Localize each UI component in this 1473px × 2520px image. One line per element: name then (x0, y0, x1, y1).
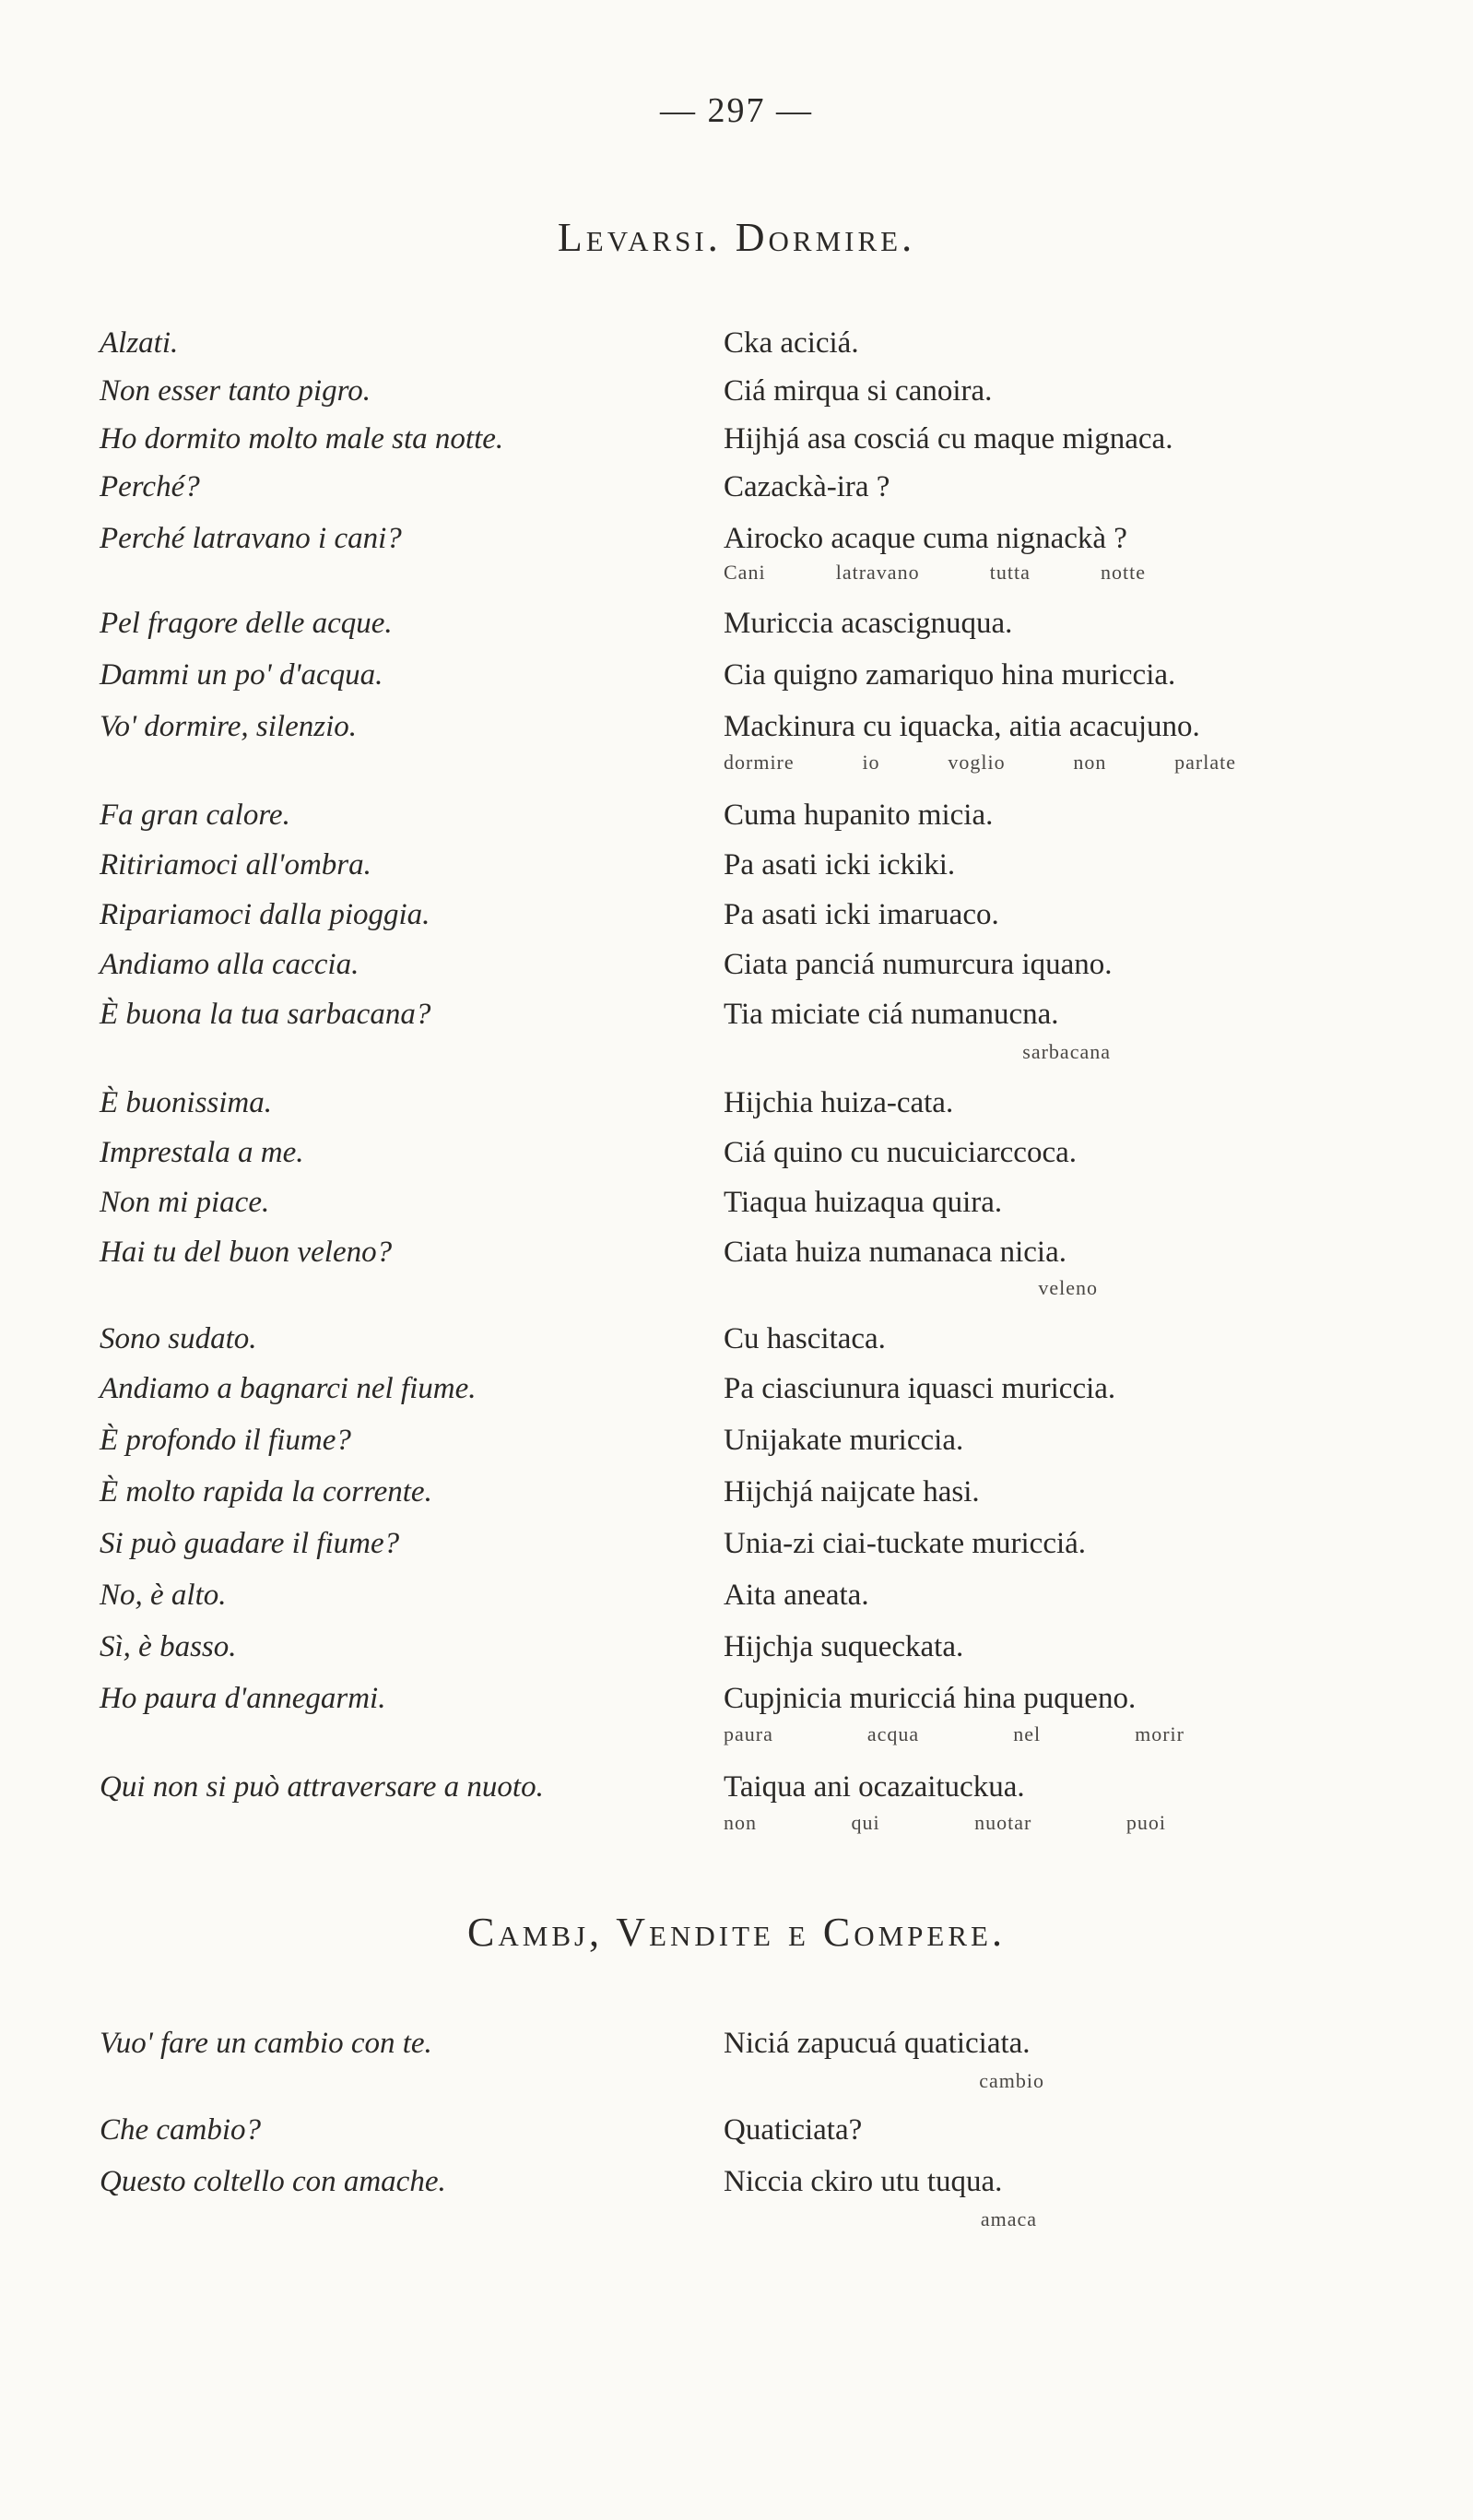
section-title-cambj-vendite-compere: Cambj, Vendite e Compere. (467, 1910, 1006, 1955)
entry-italian: Andiamo a bagnarci nel fiume. (100, 1372, 477, 1405)
entry-translation: Unijakate muriccia. (724, 1424, 964, 1457)
entry-italian: Vo' dormire, silenzio. (100, 710, 358, 743)
entry-translation: Pa asati icki ickiki. (724, 848, 956, 881)
entry-translation: Cu hascitaca. (724, 1322, 886, 1355)
gloss-word: parlate (1174, 751, 1236, 774)
entry-translation: Hijchja suqueckata. (724, 1630, 964, 1663)
entry-italian: Vuo' fare un cambio con te. (100, 2027, 432, 2060)
entry-italian: Pel fragore delle acque. (100, 607, 393, 640)
entry-italian: Si può guadare il fiume? (100, 1527, 400, 1560)
entry-gloss (724, 1813, 1166, 1833)
entry-translation: Cupjnicia muricciá hina puqueno. (724, 1682, 1137, 1715)
gloss-word: Cani (724, 561, 766, 584)
gloss-word: paura (724, 1722, 773, 1745)
gloss-word: io (862, 751, 880, 774)
entry-italian: Qui non si può attraversare a nuoto. (100, 1770, 544, 1804)
entry-italian: Andiamo alla caccia. (100, 948, 359, 981)
gloss-word: qui (851, 1811, 880, 1834)
gloss-word: morir (1135, 1722, 1184, 1745)
entry-translation: Hijchia huiza-cata. (724, 1086, 954, 1119)
gloss-word: nuotar (974, 1811, 1032, 1834)
entry-italian: Perché? (100, 470, 200, 503)
entry-translation: Airocko acaque cuma nignackà ? (724, 522, 1127, 555)
entry-gloss (724, 752, 1236, 773)
entry-gloss (724, 1724, 1184, 1745)
section-title-levarsi-dormire: Levarsi. Dormire. (557, 215, 916, 260)
entry-italian: Imprestala a me. (100, 1136, 304, 1169)
entry-translation: Hijchjá naijcate hasi. (724, 1475, 980, 1508)
entry-translation: Ciá quino cu nucuiciarccoca. (724, 1136, 1077, 1169)
entry-italian: È molto rapida la corrente. (100, 1475, 432, 1508)
entry-translation: Mackinura cu iquacka, aitia acacujuno. (724, 710, 1200, 743)
entry-translation: Muriccia acascignuqua. (724, 607, 1013, 640)
entry-italian: È buona la tua sarbacana? (100, 998, 431, 1031)
entry-italian: Hai tu del buon veleno? (100, 1236, 393, 1269)
entry-italian: È profondo il fiume? (100, 1424, 351, 1457)
entry-italian: Ritiriamoci all'ombra. (100, 848, 371, 881)
entry-italian: Non mi piace. (100, 1186, 270, 1219)
gloss-word: non (1073, 751, 1107, 774)
gloss-word: notte (1101, 561, 1146, 584)
entry-translation: Hijhjá asa cosciá cu maque mignaca. (724, 422, 1173, 455)
entry-translation: Tia miciate ciá numanucna. (724, 998, 1059, 1031)
entry-italian: Ripariamoci dalla pioggia. (100, 898, 430, 931)
entry-translation: Ciata panciá numurcura iquano. (724, 948, 1113, 981)
entry-gloss (724, 562, 1146, 583)
entry-translation: Pa ciasciunura iquasci muriccia. (724, 1372, 1116, 1405)
entry-italian: Sono sudato. (100, 1322, 257, 1355)
gloss-word: dormire (724, 751, 795, 774)
gloss-word: nel (1013, 1722, 1042, 1745)
entry-gloss: veleno (1038, 1276, 1098, 1299)
entry-translation: Cia quigno zamariquo hina muriccia. (724, 658, 1176, 692)
entry-italian: Fa gran calore. (100, 799, 290, 832)
entry-translation: Ciata huiza numanaca nicia. (724, 1236, 1066, 1269)
gloss-word: acqua (866, 1722, 920, 1745)
entry-translation: Cuma hupanito micia. (724, 799, 994, 832)
entry-translation: Aita aneata. (724, 1579, 869, 1612)
entry-italian: Dammi un po' d'acqua. (100, 658, 383, 692)
entry-gloss: sarbacana (1022, 1040, 1111, 1063)
entry-italian: Sì, è basso. (100, 1630, 237, 1663)
entry-italian: Perché latravano i cani? (100, 522, 402, 555)
entry-italian: Questo coltello con amache. (100, 2165, 446, 2198)
entry-translation: Cka aciciá. (724, 326, 859, 360)
entry-italian: Alzati. (100, 326, 179, 360)
gloss-word: tutta (989, 561, 1031, 584)
entry-translation: Taiqua ani ocazaituckua. (724, 1770, 1025, 1804)
entry-translation: Pa asati icki imaruaco. (724, 898, 999, 931)
entry-translation: Ciá mirqua si canoira. (724, 374, 993, 408)
entry-gloss: amaca (980, 2207, 1037, 2230)
entry-translation: Niciá zapucuá quaticiata. (724, 2027, 1031, 2060)
entry-translation: Tiaqua huizaqua quira. (724, 1186, 1003, 1219)
gloss-word: non (724, 1811, 757, 1834)
entry-gloss: cambio (979, 2069, 1044, 2092)
entry-italian: Che cambio? (100, 2113, 262, 2147)
gloss-word: voglio (948, 751, 1006, 774)
entry-translation: Niccia ckiro utu tuqua. (724, 2165, 1003, 2198)
page-number: — 297 — (660, 91, 813, 130)
entry-translation: Cazackà-ira ? (724, 470, 890, 503)
gloss-word: latravano (835, 561, 920, 584)
entry-italian: No, è alto. (100, 1579, 227, 1612)
entry-translation: Quaticiata? (724, 2113, 863, 2147)
entry-italian: Ho dormito molto male sta notte. (100, 422, 504, 455)
entry-italian: È buonissima. (100, 1086, 273, 1119)
entry-translation: Unia-zi ciai-tuckate muricciá. (724, 1527, 1087, 1560)
entry-italian: Non esser tanto pigro. (100, 374, 371, 408)
entry-italian: Ho paura d'annegarmi. (100, 1682, 386, 1715)
gloss-word: puoi (1125, 1811, 1166, 1834)
